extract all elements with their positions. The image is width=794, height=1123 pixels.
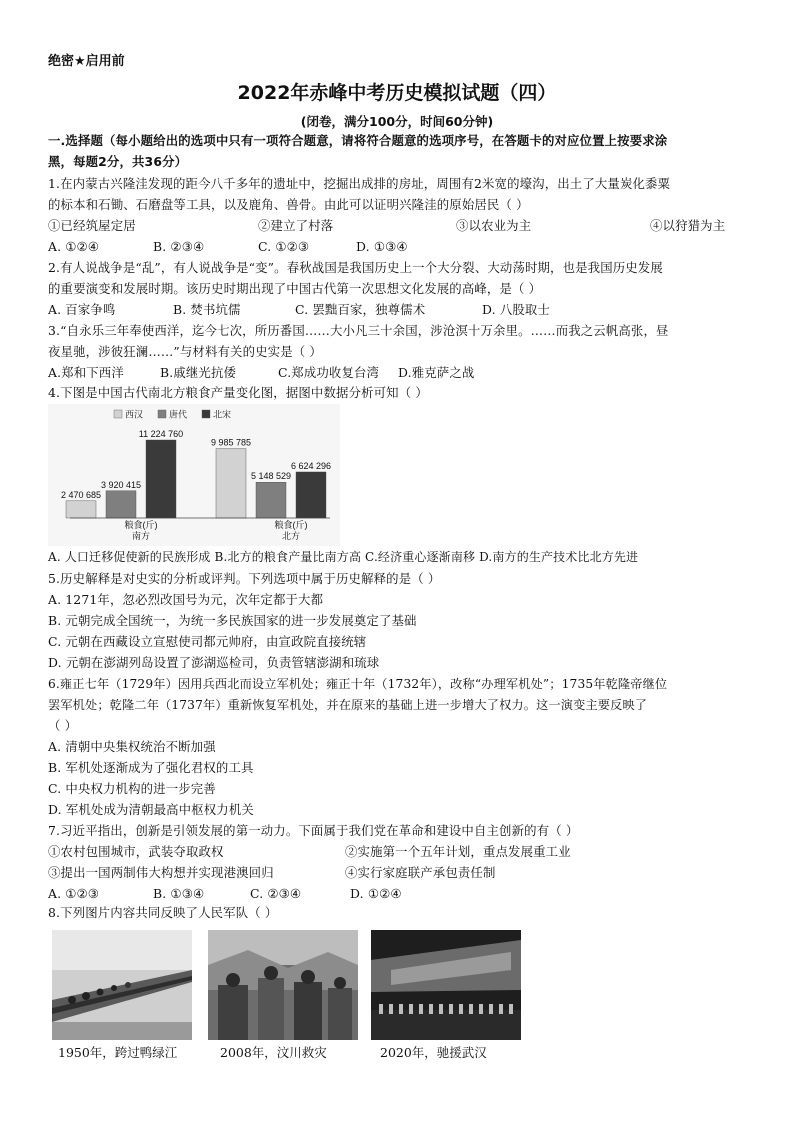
caption-1950: 1950年，跨过鸭绿江 (58, 1045, 178, 1060)
photo-wuhan-support (371, 930, 521, 1040)
bar-南方-唐代 (106, 491, 136, 518)
photo-wenchuan-rescue (208, 930, 358, 1040)
q1-stem-line1: 1.在内蒙古兴隆洼发现的距今八千多年的遗址中，挖掘出成排的房址，周围有2米宽的壕沟，出土了大量炭化黍粟 (48, 176, 671, 191)
group-region-0: 南方 (131, 531, 151, 541)
q1-option-c: C. ①②③ (258, 239, 310, 254)
bar-北方-唐代 (256, 482, 286, 518)
q2-option-d: D. 八股取士 (482, 302, 550, 317)
q7-option-c: C. ②③④ (250, 886, 302, 901)
q5-option-d: D. 元朝在澎湖列岛设置了澎湖巡检司，负责管辖澎湖和琉球 (48, 655, 380, 670)
q5-option-a: A. 1271年，忽必烈改国号为元，次年定都于大都 (48, 592, 324, 607)
grain-production-chart (48, 404, 340, 546)
confidential-mark: 绝密★启用前 (48, 54, 125, 69)
caption-2020: 2020年，驰援武汉 (380, 1045, 487, 1060)
photo-yalu-river (52, 930, 192, 1040)
q6-option-b: B. 军机处逐渐成为了强化君权的工具 (48, 760, 254, 775)
q3-option-d: D.雅克萨之战 (398, 365, 475, 380)
q6-option-a: A. 清朝中央集权统治不断加强 (48, 739, 216, 754)
q3-option-b: B.戚继光抗倭 (160, 365, 237, 380)
section-instructions-line1: 一.选择题（每小题给出的选项中只有一项符合题意，请将符合题意的选项序号，在答题卡的对应位置上按要求涂 (48, 133, 668, 148)
group-label-1: 粮食(斤) (274, 520, 308, 530)
bar-北方-北宋 (296, 472, 326, 518)
q1-stem-line2: 的标本和石锄、石磨盘等工具，以及鹿角、兽骨。由此可以证明兴隆洼的原始居民（ ） (48, 197, 529, 212)
q1-statement-1: ①已经筑屋定居 (48, 218, 136, 233)
group-label-0: 粮食(斤) (124, 520, 158, 530)
q7-option-b: B. ①③④ (153, 886, 205, 901)
q1-option-a: A. ①②④ (48, 239, 100, 254)
legend-label-0: 西汉 (125, 409, 144, 420)
q1-option-b: B. ②③④ (153, 239, 205, 254)
bar-南方-北宋 (146, 440, 176, 518)
q2-stem-line1: 2.有人说战争是“乱”，有人说战争是“变”。春秋战国是我国历史上一个大分裂、大动荡时期，也是我国历史发展 (48, 260, 663, 275)
q6-stem-line3: （ ） (48, 718, 78, 733)
q7-statement-3: ③提出一国两制伟大构想并实现港澳回归 (48, 865, 274, 880)
q2-option-a: A. 百家争鸣 (48, 302, 116, 317)
legend-swatch-1 (158, 410, 166, 418)
q6-option-d: D. 军机处成为清朝最高中枢权力机关 (48, 802, 254, 817)
q6-stem-line2: 罢军机处；乾隆二年（1737年）重新恢复军机处，并在原来的基础上进一步增大了权力。这一演变主要反映了 (48, 698, 648, 712)
legend-label-1: 唐代 (169, 409, 188, 420)
legend-swatch-0 (114, 410, 122, 418)
data-label-北方-0: 9 985 785 (210, 437, 252, 448)
q7-option-a: A. ①②③ (48, 886, 100, 901)
page-title: 2022年赤峰中考历史模拟试题（四） (237, 82, 557, 104)
q8-stem: 8.下列图片内容共同反映了人民军队（ ） (48, 905, 278, 920)
q3-option-c: C.郑成功收复台湾 (278, 365, 380, 380)
q5-option-b: B. 元朝完成全国统一，为统一多民族国家的进一步发展奠定了基础 (48, 613, 417, 628)
q3-option-a: A.郑和下西洋 (48, 365, 124, 380)
q6-option-c: C. 中央权力机构的进一步完善 (48, 781, 216, 796)
data-label-南方-1: 3 920 415 (100, 479, 142, 490)
q7-statement-4: ④实行家庭联产承包责任制 (345, 865, 496, 880)
q7-stem: 7.习近平指出，创新是引领发展的第一动力。下面属于我们党在革命和建设中自主创新的有（ ） (48, 823, 579, 838)
q6-stem-line1: 6.雍正七年（1729年）因用兵西北而设立军机处；雍正十年（1732年），改称“办理军机处”；1735年乾隆帝继位 (48, 677, 668, 691)
bar-北方-西汉 (216, 449, 246, 518)
q7-statement-2: ②实施第一个五年计划，重点发展重工业 (345, 844, 571, 859)
group-region-1: 北方 (281, 531, 301, 541)
q5-option-c: C. 元朝在西藏设立宣慰使司都元帅府，由宣政院直接统辖 (48, 634, 367, 649)
q4-options: A. 人口迁移促使新的民族形成 B.北方的粮食产量比南方高 C.经济重心逐渐南移 D.南方的生产技术比北方先进 (48, 550, 639, 564)
data-label-南方-0: 2 470 685 (60, 489, 102, 500)
q7-option-d: D. ①②④ (350, 886, 402, 901)
q5-stem: 5.历史解释是对史实的分析或评判。下列选项中属于历史解释的是（ ） (48, 571, 441, 586)
bar-南方-西汉 (66, 501, 96, 518)
q4-stem: 4.下图是中国古代南北方粮食产量变化图，据图中数据分析可知（ ） (48, 385, 428, 400)
q1-statement-3: ③以农业为主 (456, 218, 532, 233)
section-instructions-line2: 黑，每题2分，共36分） (48, 154, 188, 169)
data-label-南方-2: 11 224 760 (138, 428, 184, 439)
caption-2008: 2008年，汶川救灾 (220, 1045, 327, 1060)
q2-option-c: C. 罢黜百家，独尊儒术 (295, 302, 426, 317)
q2-option-b: B. 焚书坑儒 (173, 302, 241, 317)
q7-statement-1: ①农村包围城市，武装夺取政权 (48, 844, 224, 859)
data-label-北方-1: 5 148 529 (250, 471, 292, 482)
q3-stem-line1: 3.“自永乐三年奉使西洋，迄今七次，所历番国……大小凡三十余国，涉沧溟十万余里。……而我之云帆高张，昼 (48, 323, 669, 338)
q3-stem-line2: 夜星驰，涉彼狂澜……”与材料有关的史实是（ ） (48, 344, 322, 359)
q1-statement-4: ④以狩猎为主 (650, 218, 726, 233)
legend-swatch-2 (202, 410, 210, 418)
legend-label-2: 北宋 (213, 409, 232, 420)
data-label-北方-2: 6 624 296 (290, 460, 332, 471)
q1-option-d: D. ①③④ (356, 239, 408, 254)
q1-statement-2: ②建立了村落 (258, 218, 334, 233)
exam-info: (闭卷，满分100分，时间60分钟) (300, 114, 494, 129)
q2-stem-line2: 的重要演变和发展时期。该历史时期出现了中国古代第一次思想文化发展的高峰，是（ ） (48, 281, 542, 296)
